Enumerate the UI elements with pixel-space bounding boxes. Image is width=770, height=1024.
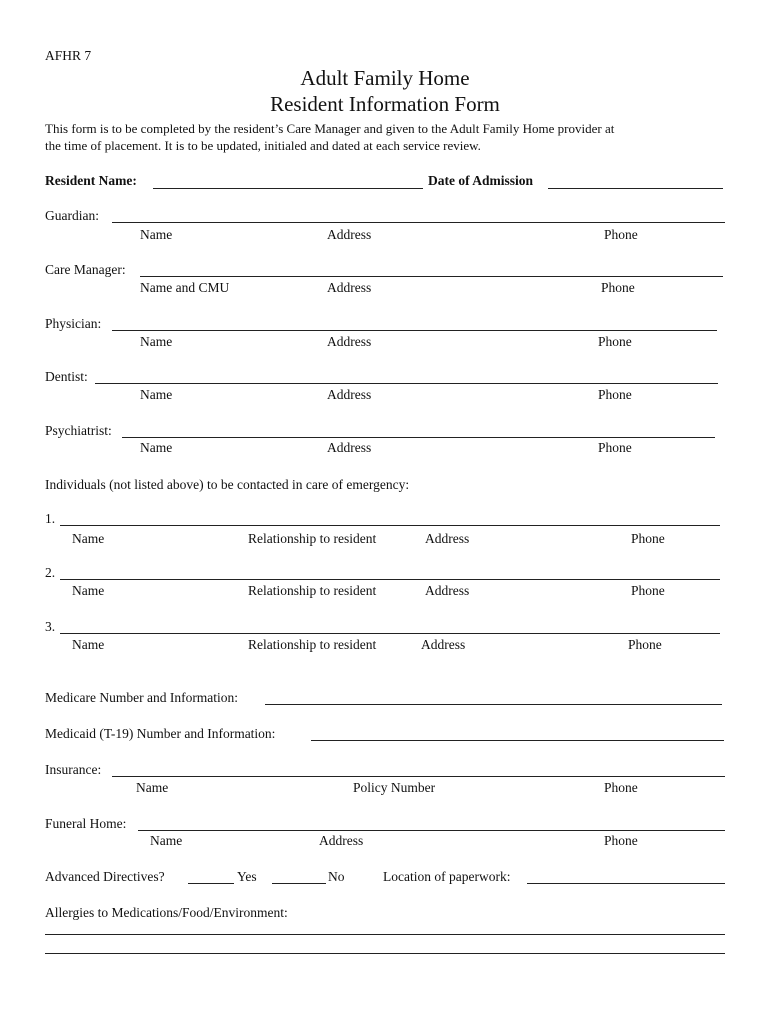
paperwork-location-field[interactable] bbox=[527, 883, 725, 884]
emergency-2-sub-phone: Phone bbox=[631, 583, 665, 598]
funeral-sub-phone: Phone bbox=[604, 833, 638, 848]
insurance-label: Insurance: bbox=[45, 762, 102, 777]
advanced-no-label: No bbox=[328, 869, 345, 884]
emergency-3-field[interactable] bbox=[60, 633, 720, 634]
emergency-2-sub-relationship: Relationship to resident bbox=[248, 583, 377, 598]
psychiatrist-sub-name: Name bbox=[140, 440, 173, 455]
dentist-sub-phone: Phone bbox=[598, 387, 632, 402]
care-manager-field[interactable] bbox=[140, 276, 723, 277]
funeral-home-label: Funeral Home: bbox=[45, 816, 127, 831]
emergency-3-number: 3. bbox=[45, 619, 56, 634]
physician-sub-address: Address bbox=[327, 334, 372, 349]
funeral-sub-name: Name bbox=[150, 833, 183, 848]
psychiatrist-sub-address: Address bbox=[327, 440, 372, 455]
funeral-sub-address: Address bbox=[319, 833, 364, 848]
emergency-1-sub-address: Address bbox=[425, 531, 470, 546]
emergency-2-sub-address: Address bbox=[425, 583, 470, 598]
intro-line1: This form is to be completed by the resident’s Care Manager and given to the Adult Family Home provider at bbox=[45, 121, 615, 136]
medicare-field[interactable] bbox=[265, 704, 722, 705]
advanced-directives-label: Advanced Directives? bbox=[45, 869, 165, 884]
emergency-heading: Individuals (not listed above) to be contacted in care of emergency: bbox=[45, 477, 410, 492]
admission-date-label: Date of Admission bbox=[428, 173, 534, 188]
dentist-field[interactable] bbox=[95, 383, 718, 384]
resident-name-field[interactable] bbox=[153, 188, 423, 189]
insurance-sub-policy: Policy Number bbox=[353, 780, 436, 795]
medicaid-field[interactable] bbox=[311, 740, 724, 741]
guardian-field[interactable] bbox=[112, 222, 725, 223]
psychiatrist-label: Psychiatrist: bbox=[45, 423, 112, 438]
form-title-line2: Resident Information Form bbox=[270, 92, 500, 116]
allergies-field-line1[interactable] bbox=[45, 934, 725, 935]
emergency-2-sub-name: Name bbox=[72, 583, 105, 598]
care-manager-sub-address: Address bbox=[327, 280, 372, 295]
form-title-line1: Adult Family Home bbox=[300, 66, 470, 90]
emergency-1-number: 1. bbox=[45, 511, 56, 526]
guardian-label: Guardian: bbox=[45, 208, 99, 223]
insurance-sub-phone: Phone bbox=[604, 780, 638, 795]
dentist-sub-address: Address bbox=[327, 387, 372, 402]
allergies-field-line2[interactable] bbox=[45, 953, 725, 954]
emergency-3-sub-address: Address bbox=[421, 637, 466, 652]
emergency-3-sub-phone: Phone bbox=[628, 637, 662, 652]
psychiatrist-field[interactable] bbox=[122, 437, 715, 438]
advanced-yes-field[interactable] bbox=[188, 883, 234, 884]
dentist-label: Dentist: bbox=[45, 369, 88, 384]
admission-date-field[interactable] bbox=[548, 188, 723, 189]
paperwork-location-label: Location of paperwork: bbox=[383, 869, 511, 884]
emergency-1-field[interactable] bbox=[60, 525, 720, 526]
advanced-no-field[interactable] bbox=[272, 883, 326, 884]
medicare-label: Medicare Number and Information: bbox=[45, 690, 239, 705]
advanced-yes-label: Yes bbox=[237, 869, 257, 884]
dentist-sub-name: Name bbox=[140, 387, 173, 402]
emergency-3-sub-name: Name bbox=[72, 637, 105, 652]
physician-field[interactable] bbox=[112, 330, 717, 331]
insurance-sub-name: Name bbox=[136, 780, 169, 795]
intro-line2: the time of placement. It is to be updated, initialed and dated at each service review. bbox=[45, 138, 481, 153]
physician-sub-phone: Phone bbox=[598, 334, 632, 349]
emergency-2-field[interactable] bbox=[60, 579, 720, 580]
form-code: AFHR 7 bbox=[45, 48, 92, 63]
physician-sub-name: Name bbox=[140, 334, 173, 349]
allergies-label: Allergies to Medications/Food/Environment: bbox=[45, 905, 288, 920]
emergency-3-sub-relationship: Relationship to resident bbox=[248, 637, 377, 652]
guardian-sub-phone: Phone bbox=[604, 227, 638, 242]
physician-label: Physician: bbox=[45, 316, 102, 331]
guardian-sub-address: Address bbox=[327, 227, 372, 242]
emergency-2-number: 2. bbox=[45, 565, 56, 580]
care-manager-sub-name: Name and CMU bbox=[140, 280, 230, 295]
emergency-1-sub-phone: Phone bbox=[631, 531, 665, 546]
medicaid-label: Medicaid (T-19) Number and Information: bbox=[45, 726, 276, 741]
emergency-1-sub-name: Name bbox=[72, 531, 105, 546]
care-manager-label: Care Manager: bbox=[45, 262, 126, 277]
emergency-1-sub-relationship: Relationship to resident bbox=[248, 531, 377, 546]
funeral-home-field[interactable] bbox=[138, 830, 725, 831]
insurance-field[interactable] bbox=[112, 776, 725, 777]
psychiatrist-sub-phone: Phone bbox=[598, 440, 632, 455]
care-manager-sub-phone: Phone bbox=[601, 280, 635, 295]
guardian-sub-name: Name bbox=[140, 227, 173, 242]
resident-name-label: Resident Name: bbox=[45, 173, 137, 188]
